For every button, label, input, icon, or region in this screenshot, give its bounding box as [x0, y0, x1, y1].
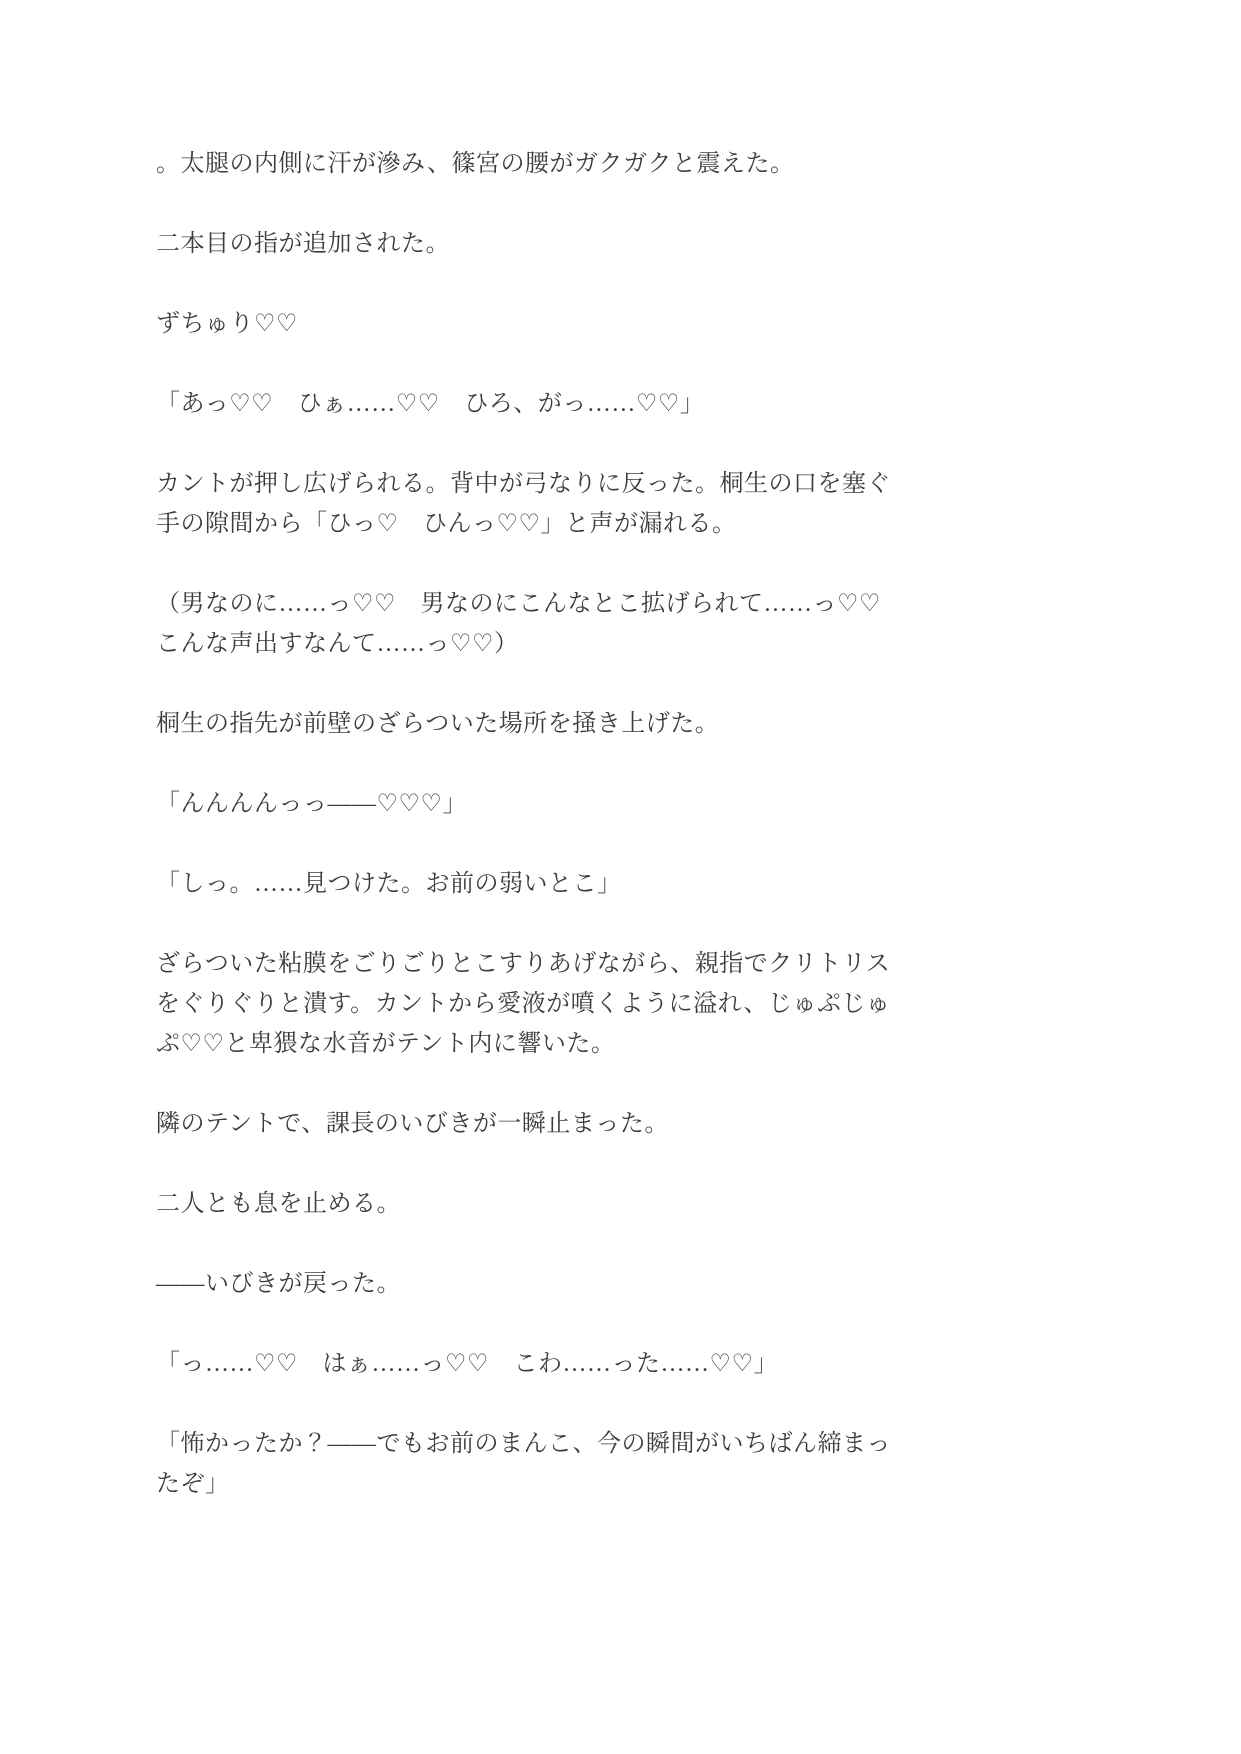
text-line: 桐生の指先が前壁のざらついた場所を掻き上げた。 — [156, 711, 720, 737]
novel-text-block — [156, 144, 1101, 1544]
text-line: 「怖かったか？――でもお前のまんこ、今の瞬間がいちばん締まっ — [156, 1431, 891, 1457]
text-line: 「しっ。……見つけた。お前の弱いとこ」 — [156, 871, 622, 897]
text-line: 隣のテントで、課長のいびきが一瞬止まった。 — [156, 1111, 669, 1137]
paragraph — [156, 224, 1101, 264]
text-line: 手の隙間から「ひっ♡ ひんっ♡♡」と声が漏れる。 — [156, 511, 737, 537]
text-line: （男なのに……っ♡♡ 男なのにこんなとこ拡げられて……っ♡♡ — [156, 591, 882, 617]
paragraph — [156, 464, 1101, 544]
text-line: をぐりぐりと潰す。カントから愛液が噴くように溢れ、じゅぷじゅ — [156, 991, 891, 1017]
text-line: 「んんんんっっ――♡♡♡」 — [156, 791, 468, 817]
text-line: ぷ♡♡と卑猥な水音がテント内に響いた。 — [156, 1031, 616, 1057]
paragraph — [156, 704, 1101, 744]
text-line: 二人とも息を止める。 — [156, 1191, 401, 1217]
text-line: たぞ」 — [156, 1471, 230, 1497]
paragraph-dialogue — [156, 1344, 1101, 1384]
text-line: カントが押し広げられる。背中が弓なりに反った。桐生の口を塞ぐ — [156, 471, 891, 497]
paragraph-inner-monologue — [156, 584, 1101, 664]
paragraph — [156, 144, 1101, 184]
text-line: ――いびきが戻った。 — [156, 1271, 401, 1297]
text-line: 「あっ♡♡ ひぁ……♡♡ ひろ、がっ……♡♡」 — [156, 391, 705, 417]
paragraph-dialogue — [156, 1424, 1101, 1504]
text-line: こんな声出すなんて……っ♡♡） — [156, 631, 519, 657]
text-line: 「っ……♡♡ はぁ……っ♡♡ こわ……った……♡♡」 — [156, 1351, 779, 1377]
paragraph — [156, 944, 1101, 1064]
paragraph-dialogue — [156, 384, 1101, 424]
paragraph — [156, 304, 1101, 344]
paragraph-dialogue — [156, 784, 1101, 824]
text-line: 二本目の指が追加された。 — [156, 231, 450, 257]
text-line: 。太腿の内側に汗が滲み、篠宮の腰がガクガクと震えた。 — [156, 151, 795, 177]
text-line: ずちゅり♡♡ — [156, 311, 299, 337]
text-line: ざらついた粘膜をごりごりとこすりあげながら、親指でクリトリス — [156, 951, 891, 977]
paragraph — [156, 1184, 1101, 1224]
paragraph — [156, 1264, 1101, 1304]
paragraph-dialogue — [156, 864, 1101, 904]
paragraph — [156, 1104, 1101, 1144]
